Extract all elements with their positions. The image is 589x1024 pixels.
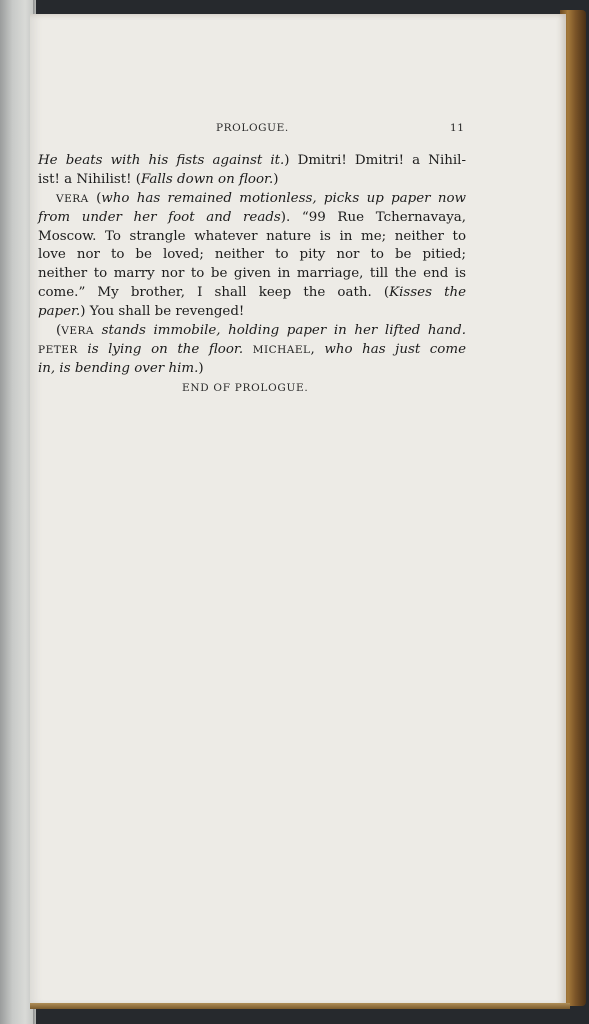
dialogue-text: (: [88, 190, 102, 206]
stage-direction: from under her foot and reads: [38, 209, 281, 225]
dialogue-text: ). “99 Rue Tchernavaya,: [280, 209, 467, 225]
end-of-prologue: END OF PROLOGUE.: [182, 382, 309, 394]
text-line: [38, 322, 466, 341]
stage-direction: is lying on the floor.: [87, 341, 244, 357]
stage-direction: stands immobile, holding paper in her lifted hand.: [101, 323, 466, 339]
stage-direction: paper.: [38, 304, 81, 320]
page-number: 11: [450, 122, 465, 134]
character-name: VERA: [61, 325, 94, 338]
text-line: [38, 152, 466, 171]
text-line: [38, 171, 466, 190]
text-line: [38, 303, 466, 322]
character-name: MICHAEL: [252, 343, 311, 356]
dialogue-text: (: [56, 323, 62, 339]
text-line: [38, 209, 466, 228]
stage-direction: Falls down on floor.: [141, 171, 274, 187]
dialogue-text: come.” My brother, I shall keep the oath. (: [38, 285, 390, 301]
character-name: VERA: [56, 192, 89, 205]
dialogue-text: ): [273, 171, 279, 187]
dialogue-text: neither to marry nor to be given in marriage, till the end is: [38, 266, 466, 282]
dialogue-text: love nor to be loved; neither to pity nor to be pitied;: [38, 247, 466, 263]
dialogue-text: ist! a Nihilist! (: [38, 171, 141, 187]
stage-direction: who has remained motionless, picks up paper now: [101, 190, 466, 206]
dialogue-text: ) Dmitri! Dmitri! a Nihil-: [284, 153, 466, 168]
text-line: [38, 246, 466, 265]
dialogue-text: [243, 342, 253, 357]
page-bottom-edge: [30, 1003, 570, 1009]
character-name: PETER: [38, 343, 78, 356]
stage-direction: who has just come: [324, 341, 466, 357]
text-line: [38, 341, 466, 360]
running-title: PROLOGUE.: [216, 122, 289, 134]
text-line: [38, 228, 466, 247]
text-line: [38, 265, 466, 284]
dialogue-text: [78, 342, 88, 357]
page-header: [30, 122, 566, 136]
stage-direction: in, is bending over him.: [38, 360, 199, 376]
dialogue-text: Moscow. To strangle whatever nature is in me; neither to: [38, 228, 466, 244]
text-line: [38, 360, 466, 379]
text-line: [38, 190, 466, 209]
stage-direction: Kisses the: [389, 285, 466, 301]
dialogue-text: ) You shall be revenged!: [80, 304, 245, 320]
stage-direction: He beats with his fists against it.: [38, 153, 285, 168]
text-line: [38, 284, 466, 303]
dialogue-text: ,: [310, 341, 325, 357]
dialogue-text: [94, 323, 102, 338]
dialogue-text: ): [198, 360, 204, 376]
play-text: [38, 152, 466, 379]
